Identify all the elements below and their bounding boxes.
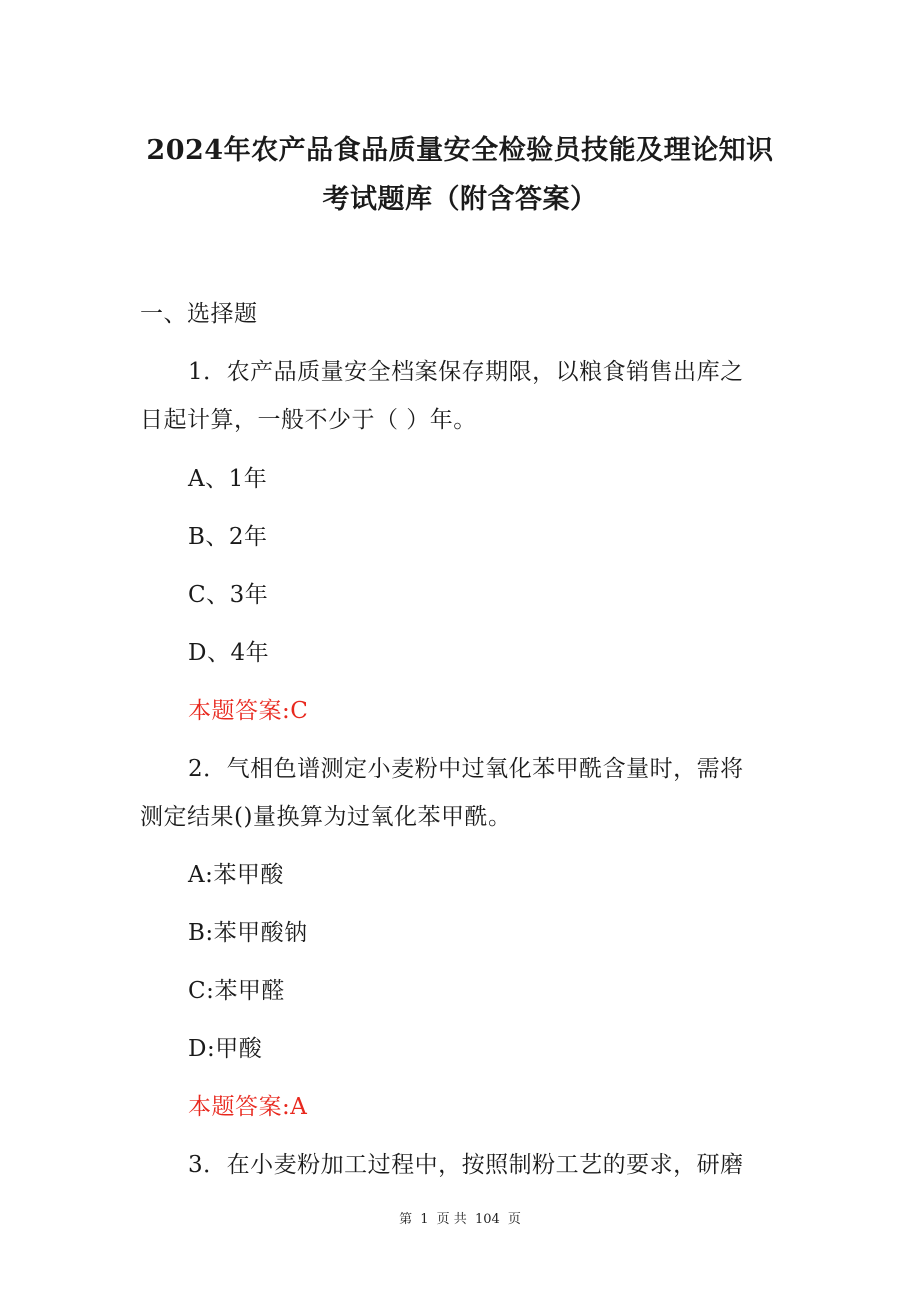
question-2-answer: 本题答案:A (188, 1094, 308, 1120)
question-2-stem-line-2: 测定结果()量换算为过氧化苯甲酰。 (140, 804, 512, 830)
question-1-stem-line-2: 日起计算，一般不少于（ ）年。 (140, 407, 477, 433)
question-1-stem-line-1: 1．农产品质量安全档案保存期限，以粮食销售出库之 (188, 359, 744, 385)
question-2-option-d: D:甲酸 (188, 1036, 263, 1062)
question-2-stem-line-1: 2．气相色谱测定小麦粉中过氧化苯甲酰含量时，需将 (188, 756, 744, 782)
footer-middle: 页 共 (436, 1212, 467, 1227)
question-2-option-b: B:苯甲酸钠 (188, 920, 308, 946)
question-1-option-a: A、1年 (188, 466, 268, 492)
question-1-option-b: B、2年 (188, 524, 268, 550)
question-1-option-d: D、4年 (188, 640, 270, 666)
footer-page-number: 1 (420, 1212, 429, 1227)
document-title-line-1: 2024年农产品食品质量安全检验员技能及理论知识 (146, 135, 774, 166)
question-3-stem-line-1: 3．在小麦粉加工过程中，按照制粉工艺的要求，研磨 (188, 1152, 744, 1178)
footer-total-pages: 104 (474, 1212, 500, 1227)
footer-suffix: 页 (507, 1212, 521, 1227)
question-1-answer: 本题答案:C (188, 698, 309, 724)
section-heading: 一、选择题 (140, 301, 258, 327)
document-title-line-2: 考试题库（附含答案） (322, 184, 598, 215)
footer-prefix: 第 (399, 1212, 413, 1227)
question-2-option-c: C:苯甲醛 (188, 978, 285, 1004)
question-1-option-c: C、3年 (188, 582, 269, 608)
question-2-option-a: A:苯甲酸 (188, 862, 284, 888)
page-footer (0, 1208, 920, 1227)
